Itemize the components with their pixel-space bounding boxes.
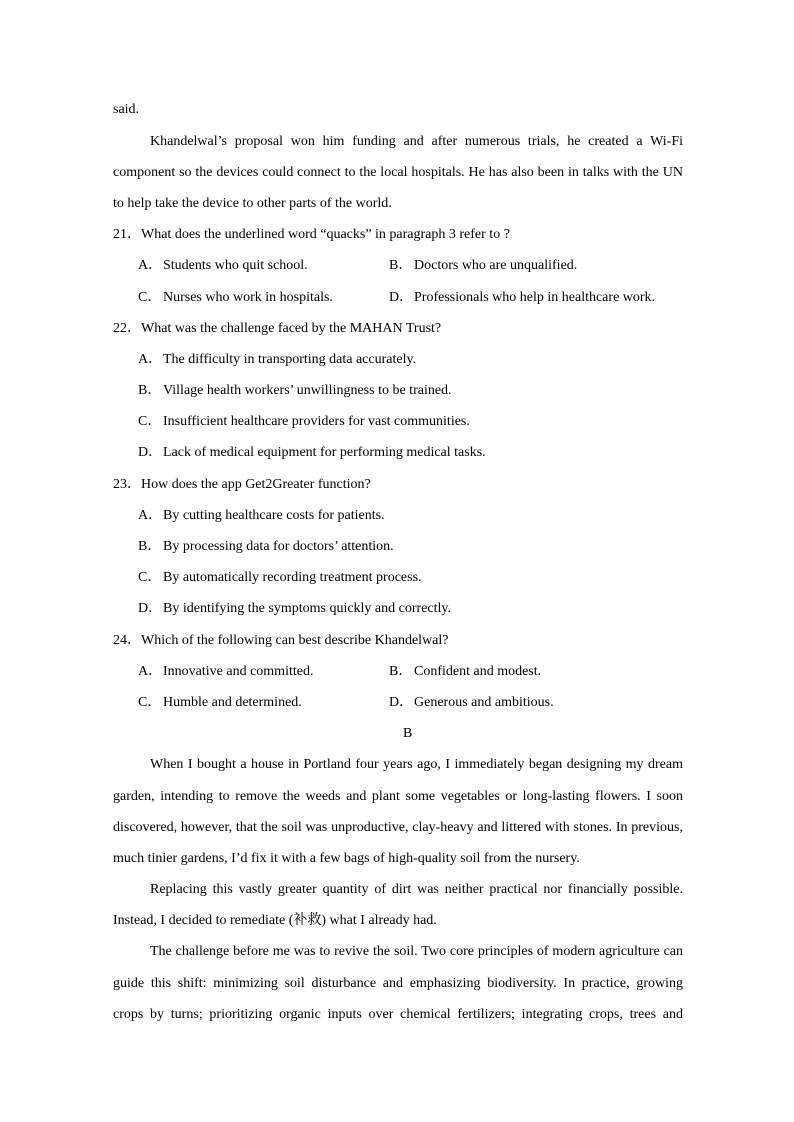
option-text: By cutting healthcare costs for patients. <box>163 507 385 523</box>
option-label: D． <box>138 445 163 461</box>
option-label: C． <box>138 570 162 586</box>
paragraph-line: to help take the device to other parts of the world. <box>113 195 392 211</box>
question-22 <box>113 313 683 344</box>
option-label: C． <box>138 289 162 305</box>
paragraph-line: said. <box>113 102 140 118</box>
option-text: Humble and determined. <box>163 694 302 710</box>
question-number: 21． <box>113 227 141 243</box>
option-b <box>113 375 683 406</box>
option-row <box>113 282 683 313</box>
option-label: B． <box>138 383 162 399</box>
option-row <box>113 656 683 687</box>
question-stem: Which of the following can best describe Khandelwal? <box>141 632 449 648</box>
paragraph-line: discovered, however, that the soil was unproductive, clay-heavy and littered with stones. In previous, <box>113 819 683 835</box>
option-a <box>113 500 683 531</box>
paragraph-line: component so the devices could connect to the local hospitals. He has also been in talks with the UN <box>113 164 683 180</box>
option-label: A． <box>138 258 163 274</box>
option-label: A． <box>138 507 163 523</box>
option-label: B． <box>389 663 413 679</box>
option-row <box>113 250 683 281</box>
paragraph-line: Replacing this vastly greater quantity of dirt was neither practical nor financially possible. <box>150 882 683 898</box>
option-text: By processing data for doctors’ attention. <box>163 539 394 555</box>
option-b <box>389 250 577 281</box>
option-label: A． <box>138 351 163 367</box>
option-text: Nurses who work in hospitals. <box>163 289 333 305</box>
paragraph-line: much tinier gardens, I’d fix it with a few bags of high-quality soil from the nursery. <box>113 850 580 866</box>
section-heading: B <box>403 726 413 742</box>
option-text: Doctors who are unqualified. <box>414 258 578 274</box>
option-c <box>138 687 389 718</box>
question-number: 22． <box>113 320 141 336</box>
option-text: Insufficient healthcare providers for vast communities. <box>163 414 470 430</box>
question-number: 23． <box>113 476 141 492</box>
option-a <box>113 344 683 375</box>
option-a <box>138 656 389 687</box>
option-label: B． <box>138 539 162 555</box>
option-text: Confident and modest. <box>414 663 542 679</box>
option-text: Generous and ambitious. <box>414 694 554 710</box>
option-text: Lack of medical equipment for performing medical tasks. <box>163 445 486 461</box>
paragraph-line: garden, intending to remove the weeds and plant some vegetables or long-lasting flowers. I soon <box>113 788 683 804</box>
option-d <box>389 687 554 718</box>
paragraph-line: guide this shift: minimizing soil disturbance and emphasizing biodiversity. In practice, growing <box>113 975 683 991</box>
option-text: By identifying the symptoms quickly and correctly. <box>163 601 451 617</box>
option-text: Village health workers’ unwillingness to be trained. <box>163 383 452 399</box>
option-label: D． <box>389 289 414 305</box>
question-21 <box>113 219 683 250</box>
question-stem: How does the app Get2Greater function? <box>141 476 371 492</box>
option-d <box>113 593 683 624</box>
question-number: 24． <box>113 632 141 648</box>
option-label: B． <box>389 258 413 274</box>
paragraph-line: crops by turns; prioritizing organic inputs over chemical fertilizers; integrating crops, trees and <box>113 1006 683 1022</box>
option-text: Students who quit school. <box>163 258 308 274</box>
option-text: The difficulty in transporting data accurately. <box>163 351 417 367</box>
option-label: C． <box>138 694 162 710</box>
option-label: D． <box>138 601 163 617</box>
option-label: C． <box>138 414 162 430</box>
option-row <box>113 687 683 718</box>
question-stem: What does the underlined word “quacks” in paragraph 3 refer to ? <box>141 227 510 243</box>
option-b <box>389 656 541 687</box>
option-c <box>113 406 683 437</box>
paragraph-line: The challenge before me was to revive the soil. Two core principles of modern agriculture can <box>150 944 683 960</box>
paragraph-line: Instead, I decided to remediate (补救) what I already had. <box>113 913 437 929</box>
option-c <box>138 282 389 313</box>
question-23 <box>113 469 683 500</box>
paragraph-line: Khandelwal’s proposal won him funding and after numerous trials, he created a Wi-Fi <box>150 133 683 149</box>
option-b <box>113 531 683 562</box>
question-stem: What was the challenge faced by the MAHAN Trust? <box>141 320 442 336</box>
question-24 <box>113 625 683 656</box>
option-text: Innovative and committed. <box>163 663 314 679</box>
paragraph-line: When I bought a house in Portland four years ago, I immediately began designing my dream <box>150 757 683 773</box>
option-label: A． <box>138 663 163 679</box>
option-text: Professionals who help in healthcare work. <box>414 289 656 305</box>
option-text: By automatically recording treatment process. <box>163 570 422 586</box>
option-d <box>389 282 655 313</box>
option-label: D． <box>389 694 414 710</box>
option-a <box>138 250 389 281</box>
option-c <box>113 562 683 593</box>
page-text <box>113 94 683 1030</box>
option-d <box>113 437 683 468</box>
